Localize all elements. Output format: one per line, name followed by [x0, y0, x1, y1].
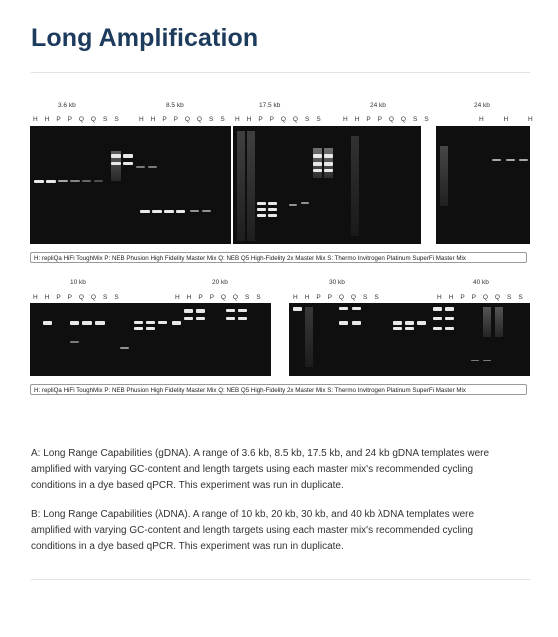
- caption-b: B: Long Range Capabilities (λDNA). A range of 10 kb, 20 kb, 30 kb, and 40 kb λDNA templates were amplified with varying GC-content and length targets using each master mix's recommended cycling conditions in a dye based qPCR. This experiment was run in duplicate.: [31, 509, 475, 552]
- gel-size-label: 17.5 kb: [259, 102, 281, 109]
- bottom-divider: [31, 579, 530, 580]
- top-divider: [31, 72, 530, 73]
- gel-size-label: 20 kb: [212, 279, 228, 286]
- gel-legend: H: repliQa HiFi ToughMix P: NEB Phusion High Fidelity Master Mix Q: NEB Q5 High-Fidelity 2x Master Mix S: Thermo Invitrogen Platinum SuperFi Master Mix: [30, 384, 527, 395]
- lane-labels: H H P P Q Q S S: [33, 294, 122, 301]
- gel-image: [30, 303, 271, 376]
- lane-labels: H H P P Q Q S S: [175, 294, 264, 301]
- gel-size-label: 24 kb: [370, 102, 386, 109]
- gel-size-label: 24 kb: [474, 102, 490, 109]
- lane-labels: H H P P Q Q S S: [33, 116, 122, 123]
- lane-labels: H H P P Q Q S S: [235, 116, 324, 123]
- page-title: Long Amplification: [31, 24, 259, 52]
- gel-size-label: 40 kb: [473, 279, 489, 286]
- gel-size-label: 30 kb: [329, 279, 345, 286]
- gel-image: [30, 126, 231, 244]
- lane-labels: H H P P Q Q S S: [139, 116, 228, 123]
- lane-labels: H H P P Q Q S S: [293, 294, 382, 301]
- gel-size-label: 8.5 kb: [166, 102, 184, 109]
- gel-image: [289, 303, 530, 376]
- lane-labels: H H P P Q Q S S: [343, 116, 432, 123]
- gel-image: [436, 126, 530, 244]
- gel-image: [233, 126, 421, 244]
- gel-legend: H: repliQa HiFi ToughMix P: NEB Phusion High Fidelity Master Mix Q: NEB Q5 High-Fidelity 2x Master Mix S: Thermo Invitrogen Platinum SuperFi Master Mix: [30, 252, 527, 263]
- lane-labels: H H P P Q Q S S: [437, 294, 526, 301]
- lane-labels: H H H: [479, 116, 542, 123]
- gel-size-label: 3.6 kb: [58, 102, 76, 109]
- caption-a: A: Long Range Capabilities (gDNA). A range of 3.6 kb, 8.5 kb, 17.5 kb, and 24 kb gDNA templates were amplified with varying GC-content and length targets using each master mix's recommended cycling conditions in a dye based qPCR. This experiment was run in duplicate.: [31, 448, 490, 491]
- gel-size-label: 10 kb: [70, 279, 86, 286]
